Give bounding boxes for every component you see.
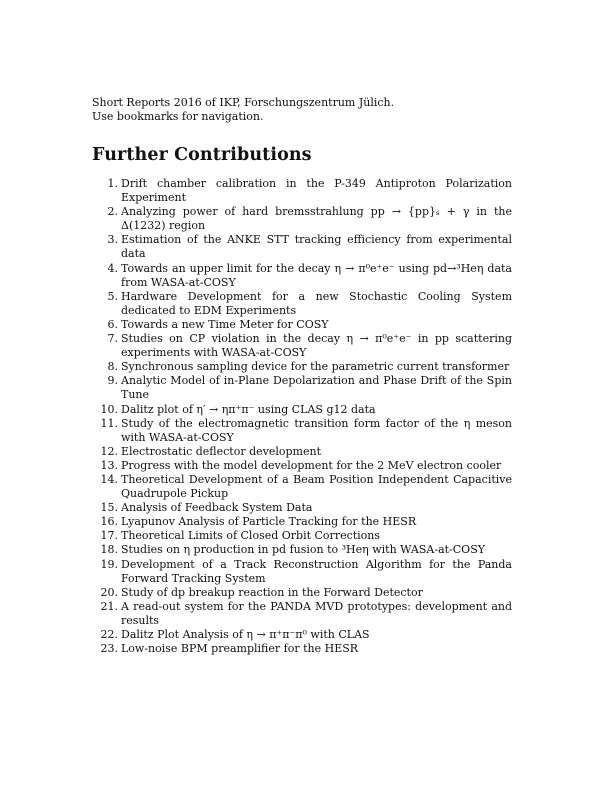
contribution-number: 14. — [100, 472, 118, 486]
contribution-item[interactable] — [92, 515, 512, 529]
contribution-item[interactable] — [92, 473, 512, 501]
contribution-title-link[interactable]: Studies on η production in pd fusion to ³Heη with WASA-at-COSY — [121, 543, 485, 557]
contribution-item[interactable] — [92, 600, 512, 628]
contribution-item[interactable] — [92, 445, 512, 459]
contribution-number: 3. — [107, 233, 118, 247]
contribution-number: 9. — [107, 374, 118, 388]
contribution-title-link[interactable]: Studies on CP violation in the decay η → π⁰e⁺e⁻ in pp scattering experiments with WASA-at-COSY — [121, 332, 512, 360]
contribution-item[interactable] — [92, 332, 512, 360]
contribution-number: 13. — [100, 458, 118, 472]
contribution-item[interactable] — [92, 318, 512, 332]
contribution-number: 18. — [100, 543, 118, 557]
contribution-number: 21. — [100, 599, 118, 613]
contribution-number: 15. — [100, 501, 118, 515]
contribution-number: 16. — [100, 515, 118, 529]
contribution-title-link[interactable]: Synchronous sampling device for the parametric current transformer — [121, 360, 510, 374]
contribution-number: 7. — [107, 332, 118, 346]
contribution-item[interactable] — [92, 628, 512, 642]
contribution-title-link[interactable]: Towards a new Time Meter for COSY — [121, 317, 329, 331]
contribution-title-link[interactable]: Analysis of Feedback System Data — [121, 501, 313, 515]
contribution-item[interactable] — [92, 417, 512, 445]
contribution-item[interactable] — [92, 233, 512, 261]
contribution-title-link[interactable]: Drift chamber calibration in the P-349 Antiproton Polarization Experiment — [121, 177, 512, 205]
contribution-number: 11. — [100, 416, 118, 430]
contribution-item[interactable] — [92, 501, 512, 515]
contribution-item[interactable] — [92, 586, 512, 600]
contribution-number: 5. — [107, 289, 118, 303]
contribution-number: 19. — [100, 557, 118, 571]
contribution-item[interactable] — [92, 459, 512, 473]
contribution-title-link[interactable]: Estimation of the ANKE STT tracking efficiency from experimental data — [121, 233, 512, 261]
contribution-number: 8. — [107, 360, 118, 374]
contribution-title-link[interactable]: Towards an upper limit for the decay η → π⁰e⁺e⁻ using pd→³Heη data from WASA-at-COSY — [121, 261, 512, 289]
contribution-number: 2. — [107, 205, 118, 219]
contribution-item[interactable] — [92, 205, 512, 233]
contribution-title-link[interactable]: Analytic Model of in-Plane Depolarization and Phase Drift of the Spin Tune — [121, 374, 512, 402]
section-title: Further Contributions — [92, 145, 312, 165]
contribution-number: 20. — [100, 585, 118, 599]
contribution-title-link[interactable]: Study of dp breakup reaction in the Forward Detector — [121, 585, 423, 599]
contribution-number: 17. — [100, 529, 118, 543]
contribution-number: 6. — [107, 317, 118, 331]
contribution-number: 23. — [100, 642, 118, 656]
header-navigation-hint: Use bookmarks for navigation. — [92, 110, 264, 123]
contribution-title-link[interactable]: Development of a Track Reconstruction Algorithm for the Panda Forward Tracking System — [121, 557, 512, 585]
contribution-item[interactable] — [92, 360, 512, 374]
contribution-number: 10. — [100, 402, 118, 416]
contribution-title-link[interactable]: Dalitz plot of η′ → ηπ⁺π⁻ using CLAS g12 data — [121, 402, 376, 416]
contribution-item[interactable] — [92, 642, 512, 656]
contribution-title-link[interactable]: Electrostatic deflector development — [121, 444, 321, 458]
contribution-title-link[interactable]: Hardware Development for a new Stochastic Cooling System dedicated to EDM Experiments — [121, 289, 512, 317]
contribution-item[interactable] — [92, 177, 512, 205]
contribution-title-link[interactable]: Analyzing power of hard bremsstrahlung pp → {pp}ₛ + γ in the Δ(1232) region — [121, 205, 512, 233]
contribution-item[interactable] — [92, 374, 512, 402]
contribution-item[interactable] — [92, 543, 512, 557]
contribution-title-link[interactable]: Low-noise BPM preamplifier for the HESR — [121, 642, 359, 656]
contribution-item[interactable] — [92, 558, 512, 586]
document-header — [92, 96, 532, 124]
contributions-list — [92, 177, 512, 656]
contribution-item[interactable] — [92, 403, 512, 417]
contribution-item[interactable] — [92, 262, 512, 290]
contribution-title-link[interactable]: Theoretical Limits of Closed Orbit Corrections — [121, 529, 381, 543]
contribution-number: 4. — [107, 261, 118, 275]
contribution-title-link[interactable]: Theoretical Development of a Beam Position Independent Capacitive Quadrupole Pickup — [121, 472, 512, 501]
contribution-number: 22. — [100, 628, 118, 641]
contribution-title-link[interactable]: A read-out system for the PANDA MVD prototypes: development and results — [121, 599, 512, 627]
contribution-number: 12. — [100, 444, 118, 458]
contribution-item[interactable] — [92, 290, 512, 318]
contribution-title-link[interactable]: Lyapunov Analysis of Particle Tracking for the HESR — [121, 515, 417, 529]
header-source-line: Short Reports 2016 of IKP, Forschungszentrum Jülich. — [92, 96, 395, 109]
contribution-number: 1. — [107, 177, 118, 190]
contribution-title-link[interactable]: Study of the electromagnetic transition form factor of the η meson with WASA-at-COSY — [121, 416, 512, 444]
contribution-title-link[interactable]: Progress with the model development for the 2 MeV electron cooler — [121, 458, 502, 472]
contribution-item[interactable] — [92, 529, 512, 543]
contribution-title-link[interactable]: Dalitz Plot Analysis of η → π⁺π⁻π⁰ with CLAS — [121, 628, 370, 641]
